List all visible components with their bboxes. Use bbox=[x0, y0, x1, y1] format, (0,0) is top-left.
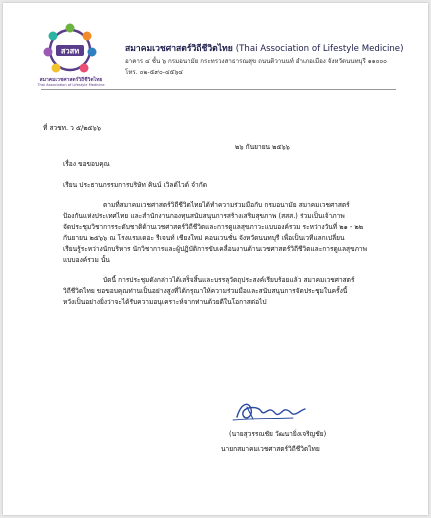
header-divider bbox=[41, 89, 396, 90]
para1-line: จัดประชุมวิชาการระดับชาติด้านเวชศาสตร์วิถีชีวิตและการดูแลสุขภาวะแบบองค์รวม ระหว่างวันที่ ๒๑ - ๒๒ bbox=[63, 223, 364, 231]
reference-number: ที่ สวชท. ว ๕/๒๕๖๖ bbox=[43, 124, 101, 132]
logo-caption bbox=[31, 78, 111, 88]
letter-page bbox=[3, 3, 428, 515]
para1-line: ป้องกันแห่งประเทศไทย และสำนักงานกองทุนสนับสนุนการสร้างเสริมสุขภาพ (สสส.) ร่วมเป็นเจ้าภาพ bbox=[63, 212, 345, 220]
logo-caption-en: Thai Association of Lifestyle Medicine bbox=[37, 83, 105, 87]
para2-line: หวังเป็นอย่างยิ่งว่าจะได้รับความอนุเคราะห์จากท่านด้วยดีในโอกาสต่อไป bbox=[63, 298, 267, 306]
org-name-th: สมาคมเวชศาสตร์วิถีชีวิตไทย bbox=[125, 44, 233, 54]
para1-line: กันยายน ๒๕๖๖ ณ โรงแรมเดอะ รีเจนท์ เชียงใหม่ คอนเวนชั่น จังหวัดนนทบุรี เพื่อเป็นเวทีแลกเปลี่ยน bbox=[63, 234, 345, 242]
letter-subject: เรื่อง ขอขอบคุณ bbox=[63, 160, 110, 168]
letter-recipient: เรียน ประธานกรรมการบริษัท คินน์ เวิลด์ไวด์ จำกัด bbox=[63, 181, 207, 189]
signer-name: (นายสุวรรณชัย วัฒนายิ่งเจริญชัย) bbox=[229, 430, 327, 438]
org-name-en: (Thai Association of Lifestyle Medicine) bbox=[235, 44, 404, 54]
org-address: อาคาร ๔ ชั้น ๖ กรมอนามัย กระทรวงสาธารณสุข ถนนติวานนท์ อำเภอเมือง จังหวัดนนทบุรี ๑๑๐๐๐ bbox=[125, 58, 387, 65]
para2-line: บัดนี้ การประชุมดังกล่าวได้เสร็จสิ้นและบรรลุวัตถุประสงค์เรียบร้อยแล้ว สมาคมเวชศาสตร์ bbox=[103, 276, 355, 284]
para1-line: แบบองค์รวม นั้น bbox=[63, 256, 110, 264]
signature-image bbox=[231, 397, 311, 425]
para1-line: เรียนรู้ระหว่างนักบริหาร นักวิชาการและผู้ปฏิบัติการขับเคลื่อนงานด้านเวชศาสตร์วิถีชีวิตและการดูแลสุขภาพ bbox=[63, 245, 367, 253]
org-name bbox=[125, 41, 403, 55]
signer-title: นายกสมาคมเวชศาสตร์วิถีชีวิตไทย bbox=[221, 445, 320, 453]
logo-text: สวสท bbox=[60, 46, 80, 56]
letter-date: ๒๖ กันยายน ๒๕๖๖ bbox=[235, 143, 290, 151]
association-logo-icon bbox=[41, 21, 99, 79]
para1-line: ตามที่สมาคมเวชศาสตร์วิถีชีวิตไทยได้ทำความร่วมมือกับ กรมอนามัย สมาคมเวชศาสตร์ bbox=[103, 201, 350, 209]
logo-caption-th: สมาคมเวชศาสตร์วิถีชีวิตไทย bbox=[39, 77, 103, 83]
org-phone: โทร. ๐๒-๕๙๐-๔๕๖๔ bbox=[125, 69, 183, 76]
para2-line: วิถีชีวิตไทย ขอขอบคุณท่านเป็นอย่างสูงที่ได้กรุณาให้ความร่วมมือและสนับสนุนการจัดประชุมในครั้งนี้ bbox=[63, 287, 348, 295]
